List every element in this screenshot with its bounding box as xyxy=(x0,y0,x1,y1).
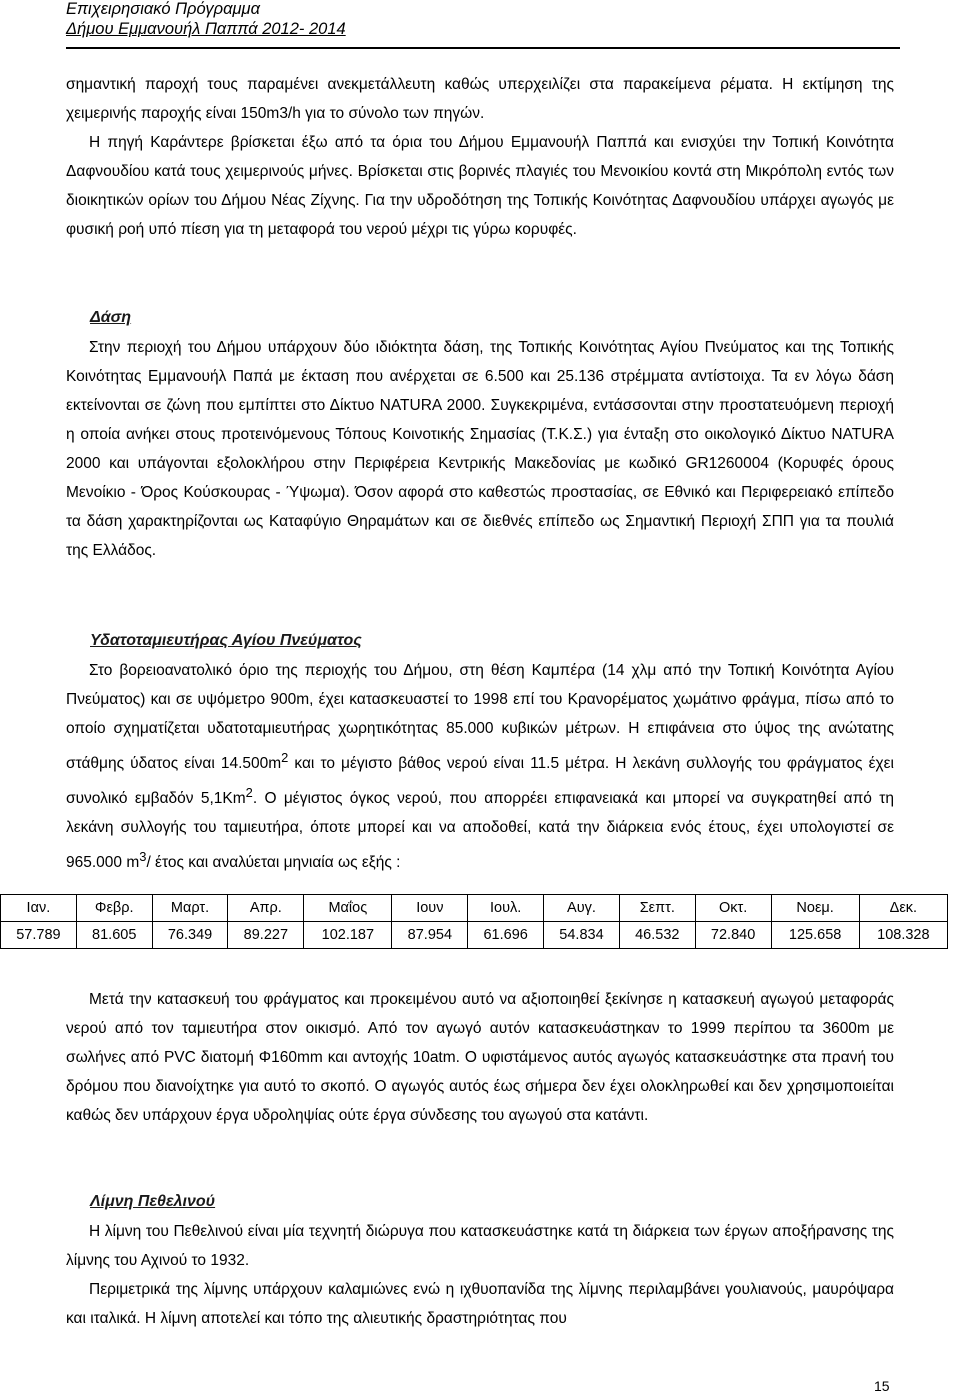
month-cell: Απρ. xyxy=(228,895,304,922)
reservoir-paragraph xyxy=(66,656,894,877)
page-number: 15 xyxy=(874,1378,890,1394)
intro-paragraph-2: Η πηγή Καράντερε βρίσκεται έξω από τα όρια του Δήμου Εμμανουήλ Παππά και ενισχύει την Τοπική Κοινότητα Δαφνουδίου κατά τους χειμερινούς μήνες. Βρίσκεται στις βορινές πλαγιές του Μενοικίου κοντά στη Μικρόπολη εντός των διοικητικών ορίων του Δήμου Νέας Ζίχνης. Για την υδροδότηση της Τοπικής Κοινότητας Δαφνουδίου υπάρχει αγωγός με φυσική ροή υπό πίεση για τη μεταφορά του νερού μέχρι τις γύρω κορυφές. xyxy=(66,134,894,238)
reservoir-sup-3: 3 xyxy=(139,849,147,865)
section-title-lake: Λίμνη Πεθελινού xyxy=(90,1193,216,1210)
month-cell: Μαΐος xyxy=(304,895,392,922)
value-cell: 102.187 xyxy=(304,922,392,949)
lake-paragraph-1: Η λίμνη του Πεθελινού είναι μία τεχνητή διώρυγα που κατασκευάστηκε κατά τη διάρκεια των έργων αποξήρανσης της λίμνης του Αχινού το 1932. xyxy=(66,1223,894,1269)
value-cell: 125.658 xyxy=(771,922,859,949)
value-cell: 57.789 xyxy=(1,922,77,949)
section-title-forests: Δάση xyxy=(90,309,132,326)
lake-paragraph-2: Περιμετρικά της λίμνης υπάρχουν καλαμιώνες ενώ η ιχθυοπανίδα της λίμνης περιλαμβάνει γουλιανούς, μαυρόψαρα και ιταλικά. Η λίμνη αποτελεί και τόπο της αλιευτικής δραστηριότητας που xyxy=(66,1281,894,1327)
value-cell: 87.954 xyxy=(392,922,468,949)
month-cell: Αυγ. xyxy=(544,895,620,922)
page-header xyxy=(0,0,960,44)
month-cell: Ιουν xyxy=(392,895,468,922)
month-cell: Οκτ. xyxy=(695,895,771,922)
reservoir-text-2: και το μέγιστο βάθος νερού είναι 11.5 μέτρα. Η λεκάνη συλλογής του φράγματος έχει συνολικό εμβαδόν 5,1Km xyxy=(66,755,894,808)
pipeline-paragraph: Μετά την κατασκευή του φράγματος και προκειμένου αυτό να αξιοποιηθεί ξεκίνησε η κατασκευή αγωγού μεταφοράς νερού από τον ταμιευτήρα στον οικισμό. Από τον αγωγό αυτόν κατασκευάστηκαν το 1999 περίπου τα 3600m με σωλήνες από PVC διατομή Φ160mm και αντοχής 10atm. Ο υφιστάμενος αυτός αγωγός κατασκευάστηκε στα πρανή του δρόμου που διανοίχτηκε για αυτό το σκοπό. Ο αγωγός αυτός έως σήμερα δεν έχει ολοκληρωθεί και δεν χρησιμοποιείται καθώς δεν υπάρχουν έργα υδροληψίας ούτε έργα σύνδεσης του αγωγού στα κατάντι. xyxy=(66,991,894,1124)
header-program-title: Επιχειρησιακό Πρόγραμμα xyxy=(66,0,260,18)
section-title-reservoir: Υδατοταμιευτήρας Αγίου Πνεύματος xyxy=(90,632,362,649)
monthly-volume-table xyxy=(0,894,948,949)
reservoir-text-4: / έτος και αναλύεται μηνιαία ως εξής : xyxy=(146,854,401,872)
header-rule xyxy=(66,47,900,49)
reservoir-sup-2: 2 xyxy=(245,785,253,801)
forests-paragraph: Στην περιοχή του Δήμου υπάρχουν δύο ιδιόκτητα δάση, της Τοπικής Κοινότητας Αγίου Πνεύματος και της Τοπικής Κοινότητας Εμμανουήλ Παπά με έκταση που ανέρχεται σε 6.500 και 25.136 στρέμματα αντίστοιχα. Τα εν λόγω δάση εκτείνονται σε ζώνη που εμπίπτει στο Δίκτυο NATURA 2000. Συγκεκριμένα, εντάσσονται στην προστατευόμενη περιοχή η οποία ανήκει στους προτεινόμενους Τόπους Κοινοτικής Σημασίας (Τ.Κ.Σ.) για ένταξη στο οικολογικό Δίκτυο NATURA 2000 και υπάγονται εξολοκλήρου στην Περιφέρεια Κεντρικής Μακεδονίας με κωδικό GR1260004 (Κορυφές όρους Μενοίκιο - Όρος Κούσκουρας - Ύψωμα). Όσον αφορά στο καθεστώς προστασίας, σε Εθνικό και Περιφερειακό επίπεδο τα δάση χαρακτηρίζονται ως Καταφύγιο Θηραμάτων και σε διεθνές επίπεδο ως Σημαντική Περιοχή ΣΠΠ για τα πουλιά της Ελλάδος. xyxy=(66,339,894,559)
month-cell: Ιαν. xyxy=(1,895,77,922)
value-cell: 108.328 xyxy=(859,922,947,949)
intro-paragraph-1: σημαντική παροχή τους παραμένει ανεκμετάλλευτη καθώς υπερχειλίζει στα παρακείμενα ρέματα. Η εκτίμηση της χειμερινής παροχής είναι 150m3/h για το σύνολο των πηγών. xyxy=(66,76,894,122)
table-header-row xyxy=(1,895,948,922)
value-cell: 72.840 xyxy=(695,922,771,949)
reservoir-text-3: . Ο μέγιστος όγκος νερού, που απορρέει επιφανειακά και μπορεί να συγκρατηθεί από τη λεκάνη συλλογής του ταμιευτήρα, όποτε μπορεί και να αποδοθεί, κατά την διάρκεια ενός έτους, έχει υπολογιστεί σε 965.000 m xyxy=(66,790,894,872)
value-cell: 89.227 xyxy=(228,922,304,949)
month-cell: Μαρτ. xyxy=(152,895,228,922)
month-cell: Δεκ. xyxy=(859,895,947,922)
value-cell: 54.834 xyxy=(544,922,620,949)
month-cell: Νοεμ. xyxy=(771,895,859,922)
reservoir-text-1: Στο βορειοανατολικό όριο της περιοχής του Δήμου, στη θέση Καμπέρα (14 χλμ από την Τοπική Κοινότητα Αγίου Πνεύματος) και σε υψόμετρο 900m, έχει κατασκευαστεί το 1998 επί του Κρανορέματος χωμάτινο φράγμα, πίσω από το οποίο σχηματίζεται υδατοταμιευτήρας χωρητικότητας 85.000 κυβικών μέτρων. Η επιφάνεια στο ύψος της ανώτατης στάθμης ύδατος είναι 14.500m xyxy=(66,662,894,773)
value-cell: 76.349 xyxy=(152,922,228,949)
table-values-row xyxy=(1,922,948,949)
reservoir-sup-1: 2 xyxy=(281,750,289,765)
month-cell: Ιουλ. xyxy=(468,895,544,922)
header-municipality-period: Δήμου Εμμανουήλ Παππά 2012- 2014 xyxy=(66,20,346,38)
value-cell: 61.696 xyxy=(468,922,544,949)
value-cell: 81.605 xyxy=(76,922,152,949)
month-cell: Σεπτ. xyxy=(619,895,695,922)
month-cell: Φεβρ. xyxy=(76,895,152,922)
value-cell: 46.532 xyxy=(619,922,695,949)
